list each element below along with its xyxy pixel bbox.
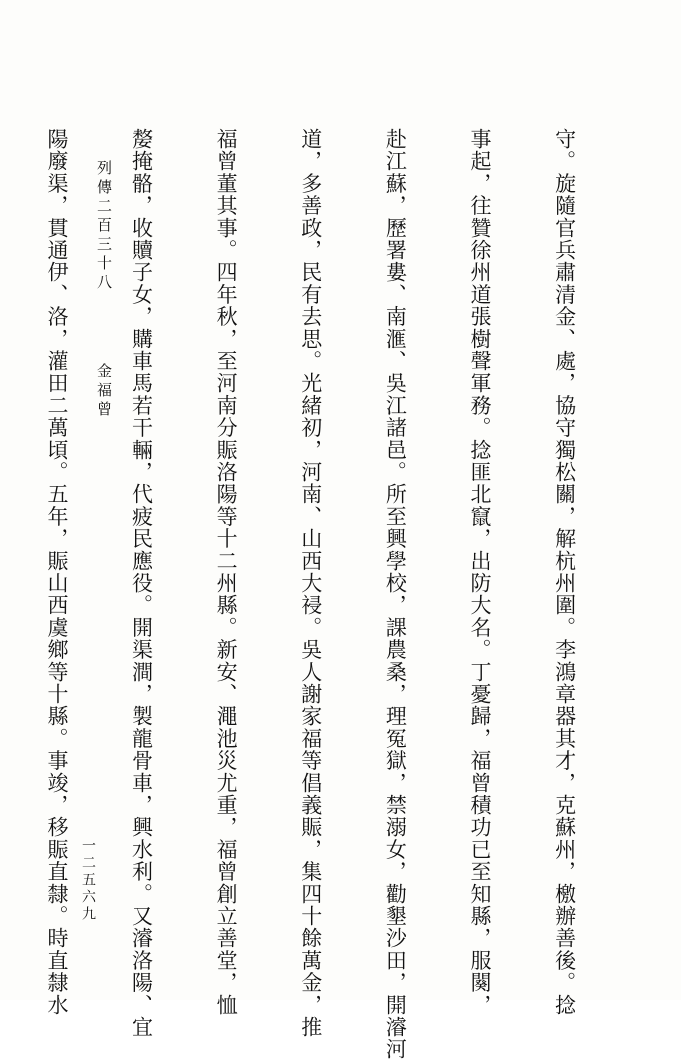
header-name: 金福曾 — [95, 363, 113, 420]
header-section: 列傳二百三十八 — [95, 160, 113, 293]
text-column: 守。旋隨官兵肅清金、處，協守獨松關，解杭州圍。李鴻章器其才，克蘇州，檄辦善後。捻 — [552, 128, 577, 1016]
text-column: 事起，往贊徐州道張樹聲軍務。捻匪北竄，出防大名。丁憂歸，福曾積功已至知縣，服闋， — [467, 128, 492, 1016]
text-column: 陽廢渠，貫通伊、洛，灌田二萬頃。五年，賑山西虞鄉等十縣。事竣，移賑直隸。時直隸水 — [44, 128, 69, 1016]
text-column: 道，多善政，民有去思。光緒初，河南、山西大祲。吳人謝家福等倡義賑，集四十餘萬金，推 — [298, 128, 323, 1039]
text-column: 福曾董其事。四年秋，至河南分賑洛陽等十二州縣。新安、澠池災尤重，福曾創立善堂，恤 — [214, 128, 239, 1016]
page-header — [95, 160, 113, 420]
text-column: 赴江蘇，歷署婁、南滙、吳江諸邑。所至興學校，課農桑，理冤獄，禁溺女，勸墾沙田，開濬河 — [383, 128, 408, 1060]
text-column: 嫠掩骼，收贖子女，購車馬若干輛，代疲民應役。開渠澗，製龍骨車，興水利。又濬洛陽、宜 — [129, 128, 154, 1039]
page-number: 一二五六九 — [80, 838, 96, 923]
